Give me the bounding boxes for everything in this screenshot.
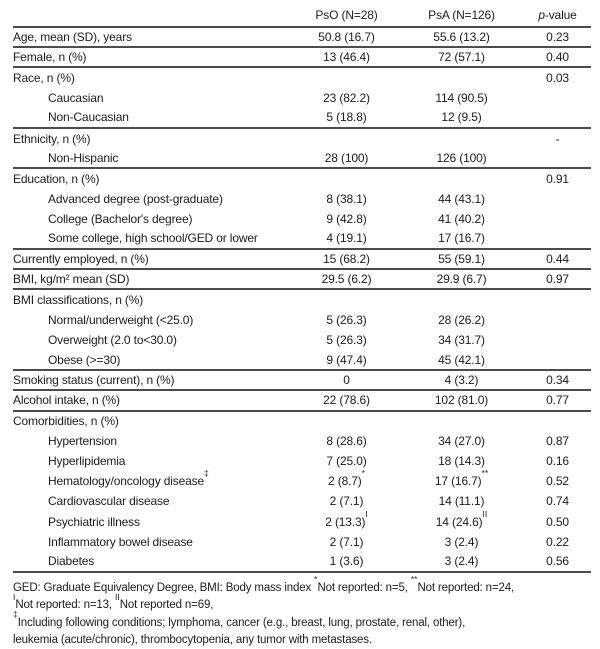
row-label: Comorbidities, n (%) [13, 414, 119, 429]
table-row [13, 471, 591, 491]
psa-value [399, 411, 524, 431]
p-value [524, 148, 591, 168]
footnote-line: $^I$Not reported: n=13, $^{II}$Not reported n=69, [13, 591, 214, 612]
pso-value: 9 (42.8) [326, 211, 367, 226]
psa-value: 114 (90.5) [435, 90, 488, 105]
table-row [13, 370, 591, 390]
row-label: Alcohol intake, n (%) [13, 390, 294, 410]
pso-value: 23 (82.2) [323, 90, 370, 105]
p-value: 0.22 [546, 534, 569, 549]
superscript-marker: ** [410, 574, 418, 585]
table-row [13, 67, 591, 87]
p-value [524, 411, 591, 431]
psa-value: 29.9 (6.7) [399, 269, 524, 289]
table-row [13, 532, 591, 552]
header-psa-column: PsA (N=126) [399, 4, 524, 27]
p-value [524, 189, 591, 209]
row-label: Hypertension [48, 433, 117, 448]
p-value: 0.16 [546, 454, 569, 469]
psa-value [399, 168, 524, 188]
pvalue-italic-p: p [538, 8, 545, 22]
table-header-row [13, 4, 591, 27]
p-value: - [555, 131, 560, 146]
p-value [524, 350, 591, 370]
psa-value: 41 (40.2) [438, 211, 485, 226]
row-label: Race, n (%) [13, 70, 75, 85]
row-label: BMI classifications, n (%) [13, 293, 144, 308]
pso-value: 0 [294, 370, 399, 390]
psa-value: 14 (11.1) [438, 494, 485, 509]
table-row [13, 47, 591, 67]
superscript-marker: ** [481, 468, 489, 479]
row-label: Some college, high school/GED or lower [13, 229, 294, 249]
pso-value: 28 (100) [294, 148, 399, 168]
p-value: 0.23 [524, 27, 591, 47]
p-value [524, 330, 591, 350]
pso-value: 29.5 (6.2) [294, 269, 399, 289]
p-value: 0.03 [546, 70, 569, 85]
table-row [13, 512, 591, 532]
pso-value [294, 67, 399, 87]
pso-value: 5 (18.8) [294, 108, 399, 128]
superscript-marker: ‡ [204, 468, 209, 479]
p-value [524, 229, 591, 249]
table-row [13, 451, 591, 471]
psa-value: 12 (9.5) [399, 108, 524, 128]
p-value: 0.52 [546, 474, 569, 489]
psa-value [399, 128, 524, 148]
row-label: Inflammatory bowel disease [48, 534, 193, 549]
table-footnotes [13, 573, 590, 649]
table-row [13, 209, 591, 229]
psa-value: 17 (16.7)** [434, 468, 489, 489]
table-row [13, 289, 591, 309]
pso-value: 22 (78.6) [294, 390, 399, 410]
pso-value: 2 (8.7)* [328, 468, 365, 489]
row-label: BMI, kg/m² mean (SD) [13, 269, 294, 289]
psa-value: 4 (3.2) [399, 370, 524, 390]
row-label: Non-Hispanic [13, 148, 294, 168]
p-value: 0.56 [524, 552, 591, 572]
table-row [13, 491, 591, 511]
psa-value: 102 (81.0) [399, 390, 524, 410]
row-label: Female, n (%) [13, 47, 294, 67]
table-row [13, 310, 591, 330]
pso-value: 9 (47.4) [294, 350, 399, 370]
table-row [13, 350, 591, 370]
p-value: 0.87 [546, 433, 569, 448]
row-label: Normal/underweight (<25.0) [48, 312, 194, 327]
table-row [13, 552, 591, 572]
p-value [524, 108, 591, 128]
row-label: Psychiatric illness [48, 514, 140, 529]
superscript-marker: II [114, 591, 120, 602]
pso-value [294, 168, 399, 188]
p-value: 0.34 [524, 370, 591, 390]
psa-value: 28 (26.2) [438, 312, 485, 327]
row-label: Cardiovascular disease [48, 494, 170, 509]
superscript-marker: ‡ [13, 608, 18, 619]
pso-value [294, 289, 399, 309]
row-label: Education, n (%) [13, 171, 100, 186]
row-label: Caucasian [48, 90, 104, 105]
pso-value: 8 (38.1) [326, 191, 367, 206]
psa-value: 18 (14.3) [438, 454, 485, 469]
table-row [13, 431, 591, 451]
footnote-line: leukemia (acute/chronic), thrombocytopenia, any tumor with metastases. [13, 633, 372, 646]
row-label: Obese (>=30) [13, 350, 294, 370]
row-label: Age, mean (SD), years [13, 27, 294, 47]
table-row [13, 148, 591, 168]
row-label: Hyperlipidemia [48, 454, 126, 469]
row-label: Ethnicity, n (%) [13, 131, 91, 146]
header-pvalue-column [524, 4, 591, 27]
superscript-marker: I [13, 591, 16, 602]
row-label: Non-Caucasian [13, 108, 294, 128]
table-row [13, 88, 591, 108]
row-label: Currently employed, n (%) [13, 249, 294, 269]
psa-value: 3 (2.4) [444, 534, 479, 549]
p-value: 0.44 [524, 249, 591, 269]
pso-value: 7 (25.0) [326, 454, 367, 469]
pso-value: 4 (19.1) [294, 229, 399, 249]
table-row [13, 390, 591, 410]
pso-value: 5 (26.3) [326, 312, 367, 327]
table-row [13, 168, 591, 188]
psa-value: 45 (42.1) [399, 350, 524, 370]
row-label: College (Bachelor's degree) [48, 211, 193, 226]
header-pso-column: PsO (N=28) [294, 4, 399, 27]
row-label: Hematology/oncology disease‡ [48, 468, 209, 489]
table-row [13, 108, 591, 128]
table-row [13, 249, 591, 269]
row-label: Smoking status (current), n (%) [13, 370, 294, 390]
pso-value: 1 (3.6) [294, 552, 399, 572]
pso-value: 2 $(13.3)^I$ [325, 508, 368, 529]
psa-value: 34 (31.7) [438, 332, 485, 347]
psa-value: 17 (16.7) [399, 229, 524, 249]
p-value: 0.74 [546, 494, 569, 509]
psa-value: 55 (59.1) [399, 249, 524, 269]
table-row [13, 330, 591, 350]
p-value: 0.50 [546, 514, 569, 529]
row-label: Overweight (2.0 to<30.0) [48, 332, 177, 347]
pso-value: 50.8 (16.7) [294, 27, 399, 47]
footnote-line: ‡Including following conditions; lymphoma, cancer (e.g., breast, lung, prostate, renal, other), [13, 608, 466, 629]
p-value [524, 310, 591, 330]
table-row [13, 189, 591, 209]
p-value [524, 88, 591, 108]
p-value [524, 209, 591, 229]
psa-value: 55.6 (13.2) [399, 27, 524, 47]
row-label: Diabetes [13, 552, 294, 572]
baseline-characteristics-table [13, 4, 591, 573]
table-row [13, 269, 591, 289]
pso-value: 5 (26.3) [326, 332, 367, 347]
header-characteristic-cell [13, 4, 294, 27]
footnote-line: GED: Graduate Equivalency Degree, BMI: Body mass index *Not reported: n=5, **Not reported: n=24, [13, 574, 514, 595]
pso-value: 13 (46.4) [294, 47, 399, 67]
table-row [13, 229, 591, 249]
psa-value: 14 $(24.6)^{II}$ [435, 508, 488, 529]
psa-value [399, 67, 524, 87]
p-value: 0.91 [546, 171, 569, 186]
row-label: Advanced degree (post-graduate) [48, 191, 223, 206]
psa-value: 34 (27.0) [438, 433, 485, 448]
table-row [13, 411, 591, 431]
table-row [13, 128, 591, 148]
pso-value: 15 (68.2) [294, 249, 399, 269]
p-value: 0.97 [524, 269, 591, 289]
superscript-marker: * [361, 468, 365, 479]
pso-value: 2 (7.1) [329, 494, 364, 509]
superscript-marker: II [482, 508, 488, 519]
psa-value: 72 (57.1) [399, 47, 524, 67]
superscript-marker: * [314, 574, 318, 585]
pso-value [294, 128, 399, 148]
pso-value: 2 (7.1) [329, 534, 364, 549]
psa-value: 3 (2.4) [399, 552, 524, 572]
psa-value: 126 (100) [399, 148, 524, 168]
pvalue-rest: -value [544, 8, 577, 22]
psa-value [399, 289, 524, 309]
p-value: 0.77 [524, 390, 591, 410]
p-value [524, 289, 591, 309]
pso-value [294, 411, 399, 431]
p-value: 0.40 [524, 47, 591, 67]
superscript-marker: I [365, 508, 368, 519]
psa-value: 44 (43.1) [438, 191, 485, 206]
table-row [13, 27, 591, 47]
pso-value: 8 (28.6) [326, 433, 367, 448]
